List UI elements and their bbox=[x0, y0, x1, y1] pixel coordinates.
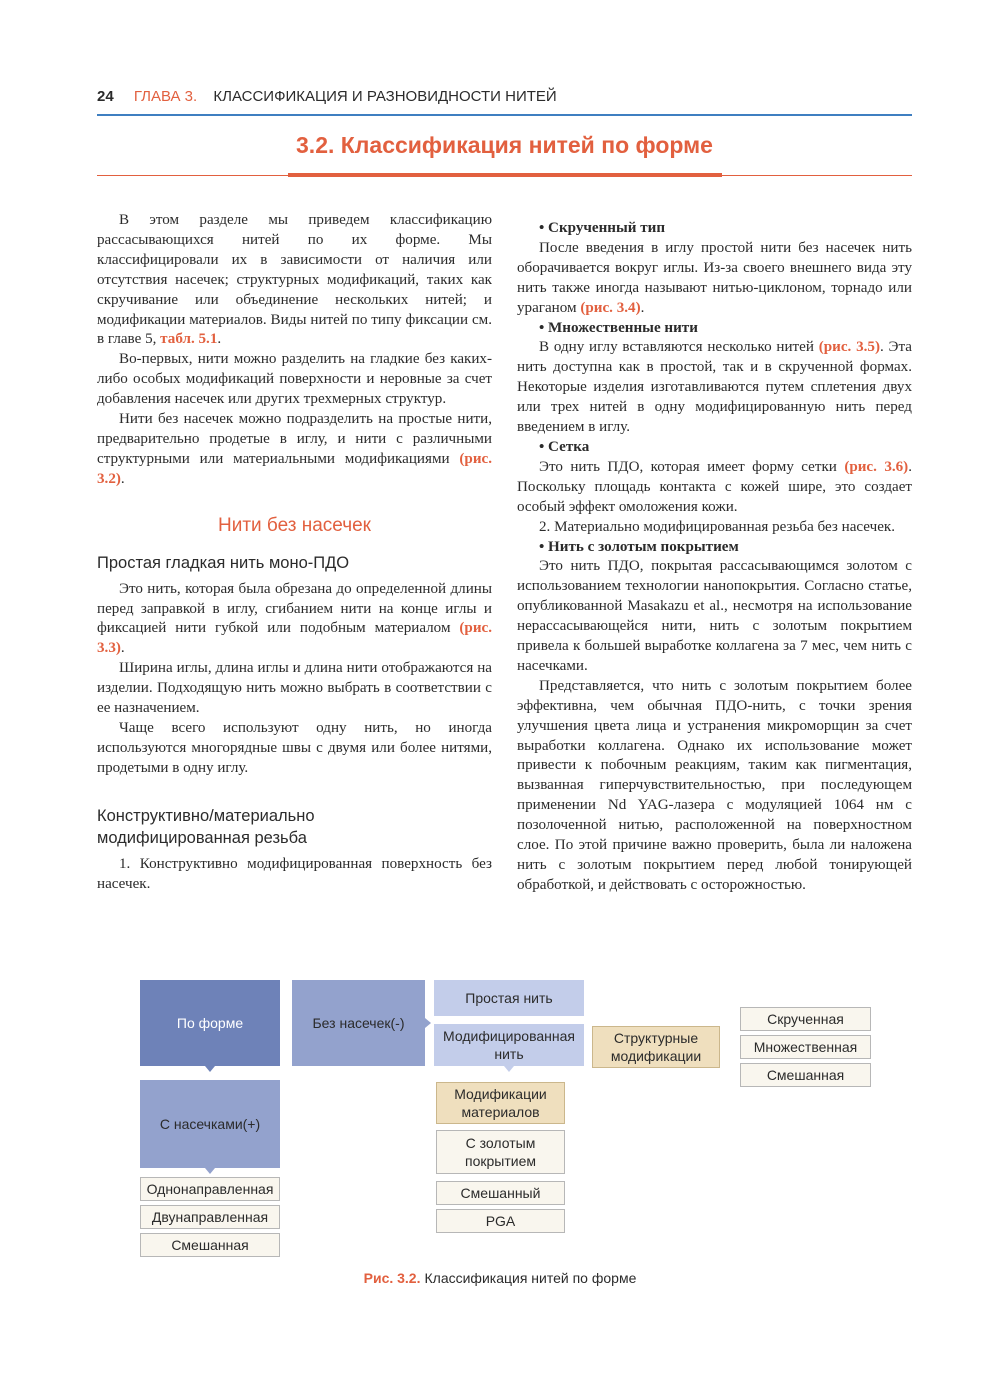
figure-reference[interactable]: (рис. 3.5) bbox=[818, 339, 880, 356]
paragraph: В одну иглу вставляются несколько нитей (рис. 3.5). Эта нить доступна как в простой, так и в скрученной формах. Некоторые изделия изготавливаются путем сплетения двух или трех нитей в одну модифицированную нить перед введением в иглу. bbox=[517, 339, 913, 436]
diagram-node-mixed-form: Смешанная bbox=[740, 1063, 871, 1087]
paragraph: Это нить ПДО, которая имеет форму сетки (рис. 3.6). Поскольку площадь контакта с кожей шире, это создает особый эффект омоложения кожи. bbox=[517, 458, 912, 515]
section-rule-accent bbox=[288, 173, 722, 177]
figure-reference[interactable]: (рис. 3.6) bbox=[844, 458, 909, 475]
bullet-heading: • Сетка bbox=[539, 438, 590, 455]
diagram-node-by-form: По форме bbox=[140, 980, 280, 1066]
header-rule bbox=[97, 114, 912, 116]
paragraph: Чаще всего используют одну нить, но иногда используются многорядные швы с двумя или более нитями, продетыми в одну иглу. bbox=[97, 719, 492, 776]
page-number: 24 bbox=[97, 88, 114, 105]
subheading: Конструктивно/материально модифицированная резьба bbox=[97, 806, 315, 847]
paragraph: Ширина иглы, длина иглы и длина нити отображаются на изделии. Подходящую нить можно выбрать в соответствии с ее назначением. bbox=[97, 660, 492, 717]
section-title: 3.2. Классификация нитей по форме bbox=[296, 132, 713, 158]
bullet-heading: • Нить с золотым покрытием bbox=[539, 538, 739, 555]
subsection-heading: Нити без насечек bbox=[217, 514, 371, 536]
diagram-node-mixed-barbs: Смешанная bbox=[140, 1233, 280, 1257]
diagram-node-modified: Модифицированная нить bbox=[434, 1024, 584, 1066]
subheading: Простая гладкая нить моно-ПДО bbox=[97, 553, 350, 572]
diagram-node-with-barbs: С насечками(+) bbox=[140, 1080, 280, 1168]
diagram-node-multiple: Множественная bbox=[740, 1035, 871, 1059]
diagram-node-no-barbs: Без насечек(-) bbox=[292, 980, 425, 1066]
bullet-heading: • Скрученный тип bbox=[539, 220, 666, 236]
paragraph: После введения в иглу простой нити без насечек нить оборачивается вокруг иглы. Из-за своего внешнего вида эту нить также иногда называют нитью-циклоном, торнадо или ураганом (рис. 3.4). bbox=[517, 239, 912, 316]
paragraph: Представляется, что нить с золотым покрытием более эффективна, чем обычная ПДО-нить, с точки зрения улучшения цвета лица и устранения микроморщин за счет выработки коллагена. Однако их использование может привести к побочным реакциям, таким как пигментация, вызванная гиперчувствительностью, при последующем применении Nd YAG-лазера с модуляцией 1064 нм с позолоченной нитью, расположенной на поверхностном слое. По этой причине важно проверить, была ли наложена нить с золотым покрытием перед любой тонирующей обработкой, и действовать с осторожностью. bbox=[517, 677, 912, 893]
chapter-label: ГЛАВА 3. bbox=[133, 88, 198, 105]
diagram-node-structural: Структурные модификации bbox=[592, 1026, 720, 1068]
diagram-node-material: Модификации материалов bbox=[436, 1082, 565, 1124]
paragraph: 1. Конструктивно модифицированная поверхность без насечек. bbox=[97, 855, 492, 892]
figure-label: Рис. 3.2. bbox=[363, 1270, 421, 1286]
chapter-title: КЛАССИФИКАЦИЯ И РАЗНОВИДНОСТИ НИТЕЙ bbox=[213, 88, 557, 105]
diagram-node-bidirectional: Двунаправленная bbox=[140, 1205, 280, 1229]
figure-reference[interactable]: (рис. 3.2) bbox=[97, 450, 492, 487]
paragraph: Во-первых, нити можно разделить на гладкие без каких-либо особых модификаций поверхности и неровные за счет добавления насечек или других трехмерных структур. bbox=[97, 351, 492, 408]
paragraph: Это нить, которая была обрезана до определенной длины перед заправкой в иглу, сгибанием нити на конце иглы и фиксацией нити губкой или подобным материалом (рис. 3.3). bbox=[97, 580, 492, 657]
bullet-heading: • Множественные нити bbox=[539, 319, 698, 336]
diagram-node-simple: Простая нить bbox=[434, 980, 584, 1016]
left-column bbox=[97, 211, 492, 894]
diagram-node-gold: С золотым покрытием bbox=[436, 1130, 565, 1174]
running-head bbox=[97, 88, 912, 112]
figure-caption-text: Классификация нитей по форме bbox=[424, 1270, 637, 1286]
paragraph: 2. Материально модифицированная резьба без насечек. bbox=[539, 518, 896, 535]
figure-caption bbox=[0, 1270, 1000, 1286]
figure-reference[interactable]: (рис. 3.4) bbox=[580, 299, 641, 316]
paragraph: В этом разделе мы приведем классификацию рассасывающихся нитей по их форме. Мы классифицировали их в зависимости от наличия или отсутствия насечек; структурных модификаций, таких как скручивание или объединение нескольких нитей; и модификации материалов. Виды нитей по типу фиксации см. в главе 5, табл. 5.1. bbox=[97, 212, 492, 348]
right-column bbox=[517, 219, 912, 896]
diagram-node-twisted: Скрученная bbox=[740, 1007, 871, 1031]
diagram-node-unidirectional: Однонаправленная bbox=[140, 1177, 280, 1201]
paragraph: Нити без насечек можно подразделить на простые нити, предварительно продетые в иглу, и нити с различными структурными или материальными модификациями (рис. 3.2). bbox=[97, 411, 492, 487]
figure-reference[interactable]: (рис. 3.3) bbox=[97, 620, 492, 657]
paragraph: Это нить ПДО, покрытая рассасывающимся золотом с использованием технологии нанопокрытия. Согласно статье, опубликованной Masakazu et al., несмотря на использование нерассасывающейся нити, нить с золотым покрытием привела к большей выработке коллагена за 7 мес, чем нить с насечками. bbox=[517, 558, 912, 674]
table-reference[interactable]: табл. 5.1 bbox=[160, 331, 218, 348]
diagram-node-mixed-material: Смешанный bbox=[436, 1181, 565, 1205]
diagram-node-pga: PGA bbox=[436, 1209, 565, 1233]
